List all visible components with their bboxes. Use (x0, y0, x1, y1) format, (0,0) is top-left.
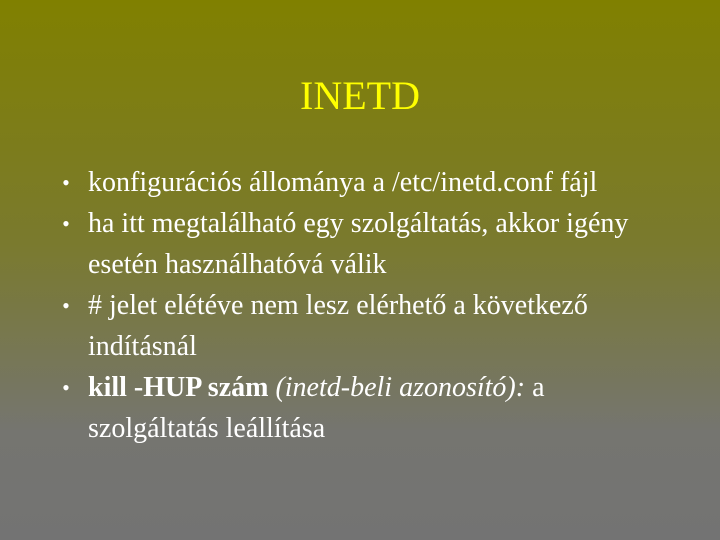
bullet-marker: • (62, 170, 70, 195)
bullet-text: a szolgáltatás leállítása (88, 372, 545, 444)
bullet-marker: • (62, 211, 70, 236)
slide-title-text: INETD (300, 73, 420, 118)
bullet-item (56, 285, 666, 367)
bullet-list (56, 162, 666, 449)
bullet-text: konfigurációs állománya a /etc/inetd.conf fájl (88, 167, 598, 198)
bullet-marker: • (62, 375, 70, 400)
bullet-item (56, 367, 666, 449)
bullet-item (56, 203, 666, 285)
command-note: (inetd-beli azonosító): (268, 372, 526, 403)
bullet-text: ha itt megtalálható egy szolgáltatás, akkor igény esetén használhatóvá válik (88, 208, 629, 280)
bullet-text: # jelet elétéve nem lesz elérhető a következő indításnál (88, 290, 588, 362)
bullet-marker: • (62, 293, 70, 318)
bullet-item (56, 162, 666, 203)
slide-title (0, 72, 720, 120)
command-text: kill -HUP szám (88, 372, 269, 403)
